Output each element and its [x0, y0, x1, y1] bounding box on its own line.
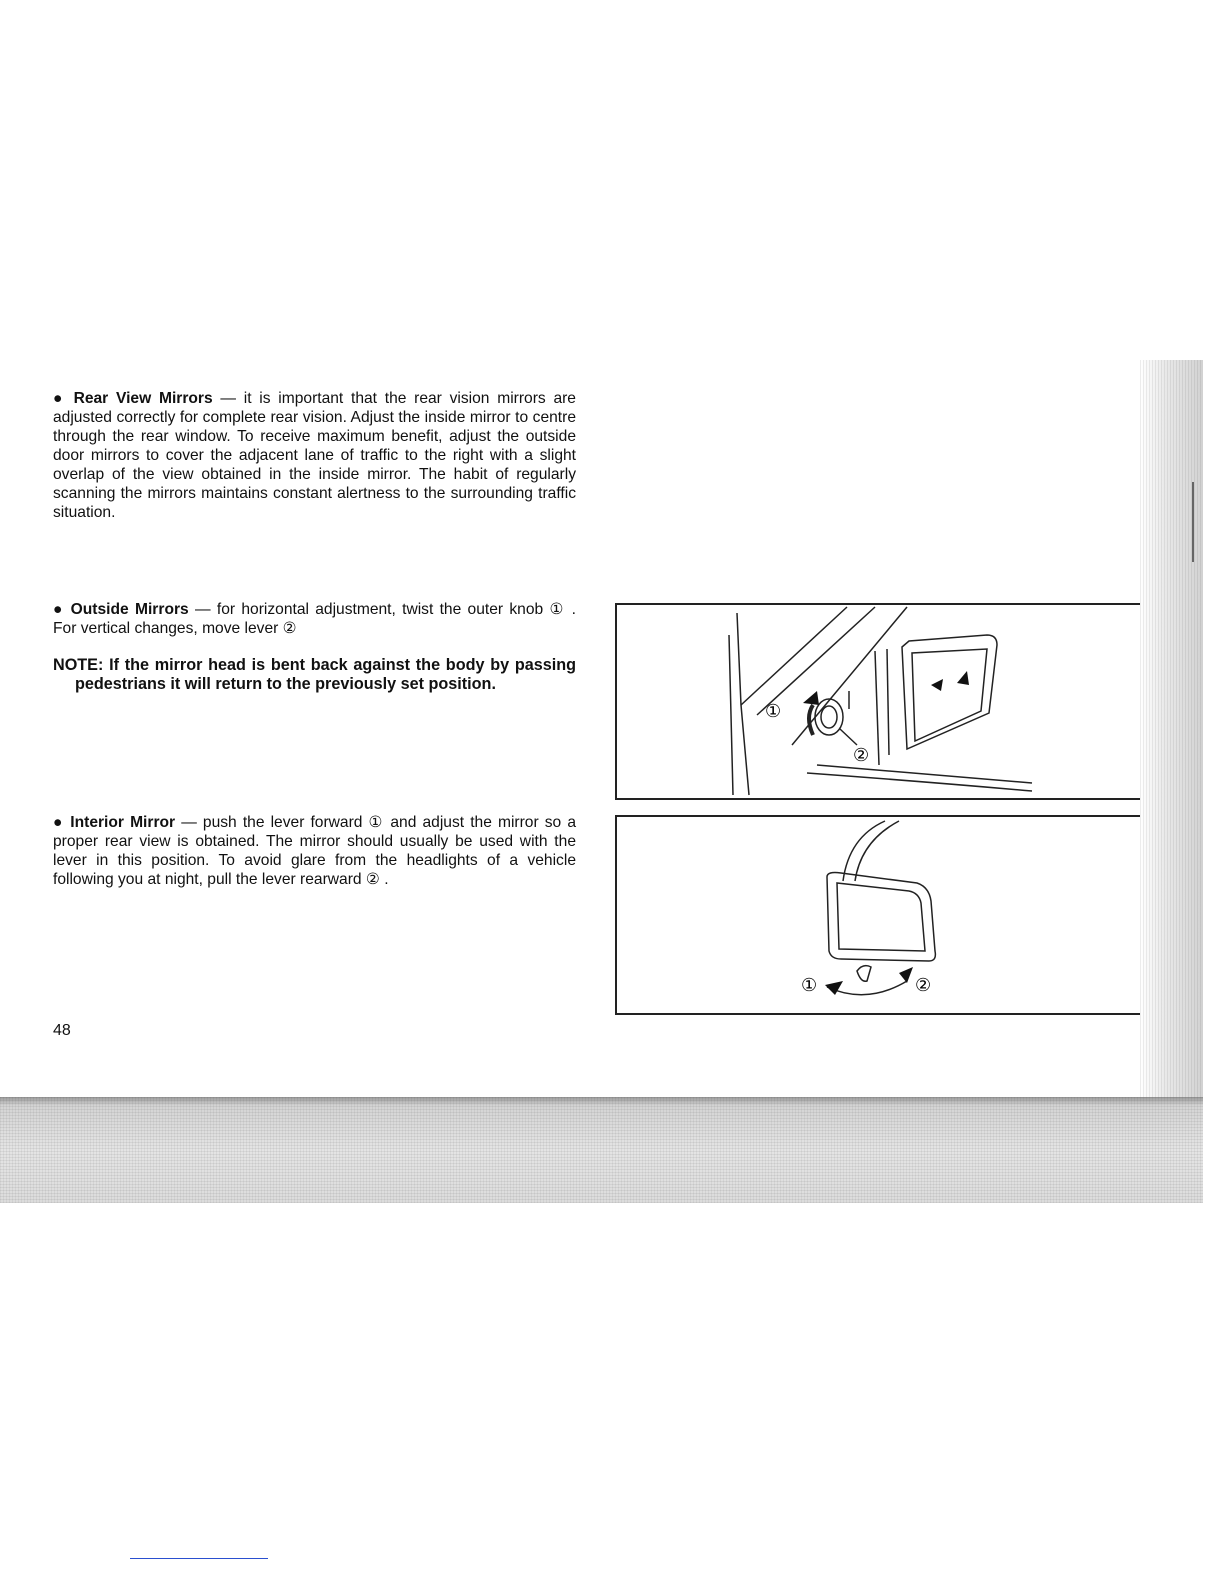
interior-mirror-illustration	[617, 817, 1141, 1013]
rear-view-heading: Rear View Mirrors	[73, 390, 213, 407]
outside-mirrors-paragraph: ● Outside Mirrors — for horizontal adjustment, twist the outer knob ① . For vertical changes, move lever ②	[53, 601, 576, 637]
interior-label-2: ②	[915, 975, 932, 996]
note-paragraph: NOTE: If the mirror head is bent back against the body by passing pedestrians it will return to the previously set position.	[53, 656, 576, 693]
outside-label-2: ②	[853, 745, 870, 766]
outside-mirrors-heading: Outside Mirrors	[70, 601, 189, 618]
outside-mirrors-body: — for horizontal adjustment, twist the outer knob ① . For vertical changes, move lever ②	[53, 601, 576, 637]
rear-view-body: — it is important that the rear vision mirrors are adjusted correctly for complete rear vision. Adjust the inside mirror to centre through the rear window. To receive maximum benefit, adjust the outside door mirrors to cover the adjacent lane of traffic to the right with a slight overlap of the view obtained in the inside mirror. The habit of regularly scanning the mirrors maintains constant alertness to the surrounding traffic situation.	[53, 390, 576, 521]
footer-rule	[130, 1558, 268, 1559]
scan-page-edge	[1140, 360, 1203, 1100]
outside-mirror-figure	[615, 603, 1143, 800]
interior-mirror-body: — push the lever forward ① and adjust the mirror so a proper rear view is obtained. The mirror should usually be used with the lever in this position. To avoid glare from the headlights of a vehicle following you at night, pull the lever rearward ② .	[53, 814, 576, 888]
outside-mirror-illustration	[617, 605, 1141, 798]
interior-mirror-figure	[615, 815, 1143, 1015]
scan-shadow-band	[0, 1097, 1203, 1203]
interior-mirror-paragraph: ● Interior Mirror — push the lever forward ① and adjust the mirror so a proper rear view is obtained. The mirror should usually be used with the lever in this position. To avoid glare from the headlights of a vehicle following you at night, pull the lever rearward ② .	[53, 814, 576, 888]
outside-label-1: ①	[765, 701, 782, 722]
interior-mirror-heading: Interior Mirror	[70, 814, 176, 831]
scan-edge-mark	[1192, 482, 1194, 562]
rear-view-mirrors-paragraph: ● Rear View Mirrors — it is important that the rear vision mirrors are adjusted correctly for complete rear vision. Adjust the inside mirror to centre through the rear window. To receive maximum benefit, adjust the outside door mirrors to cover the adjacent lane of traffic to the right with a slight overlap of the view obtained in the inside mirror. The habit of regularly scanning the mirrors maintains constant alertness to the surrounding traffic situation.	[53, 390, 576, 521]
page-number: 48	[53, 1022, 71, 1039]
interior-label-1: ①	[801, 975, 818, 996]
